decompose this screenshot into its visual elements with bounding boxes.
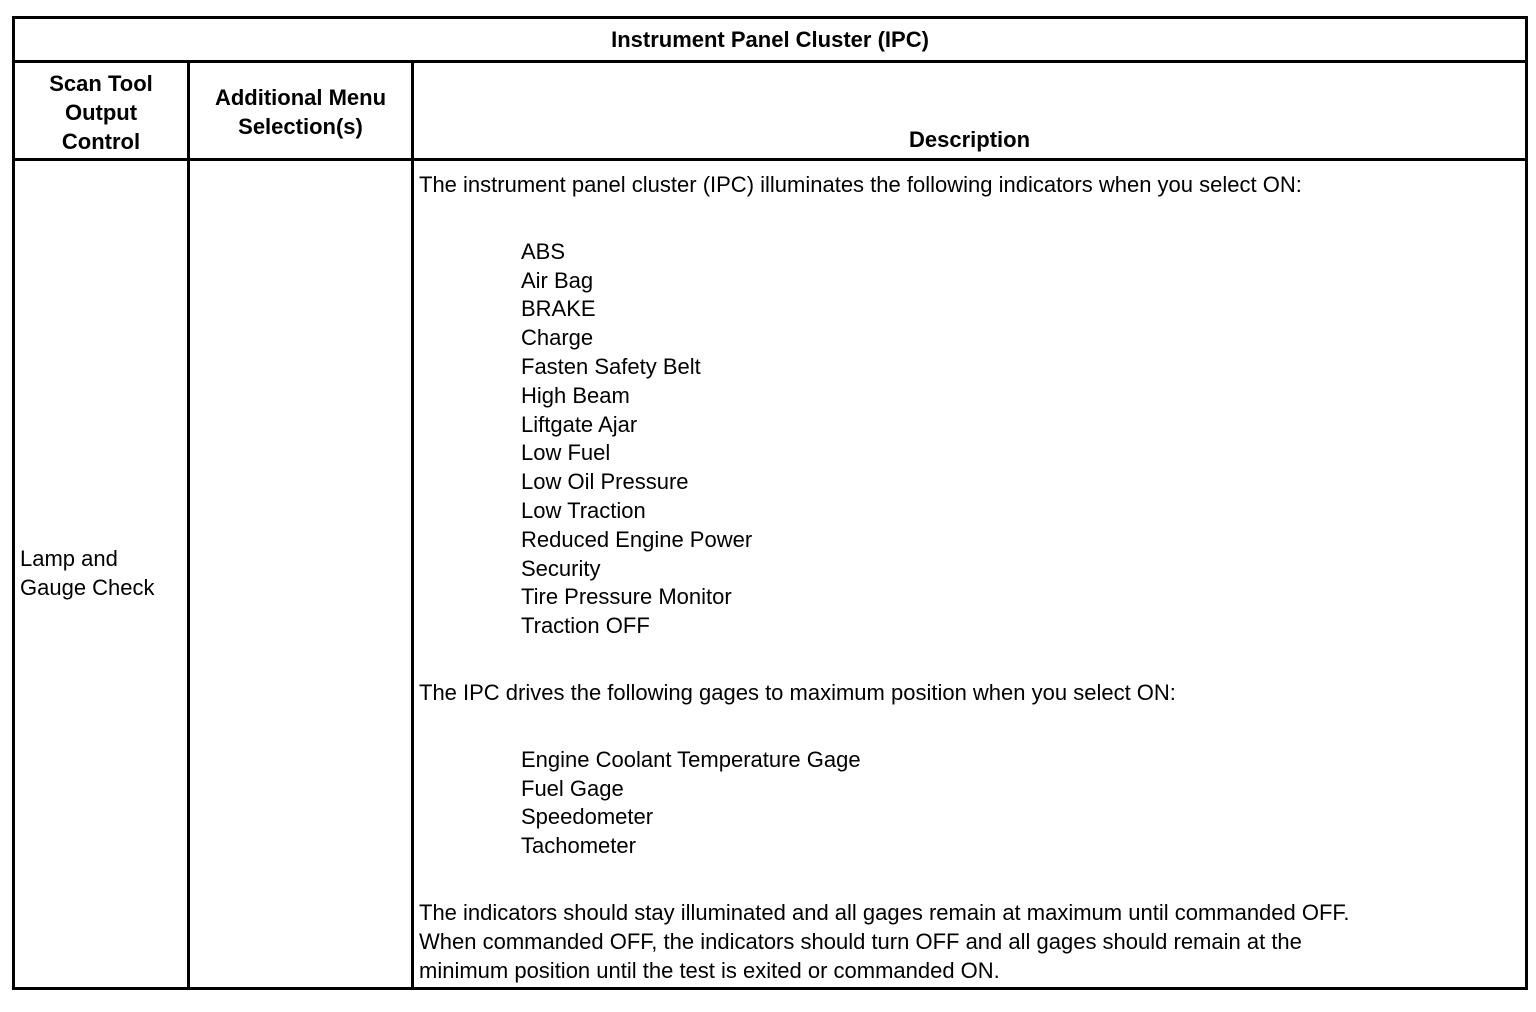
header-additional-menu-selections [190,66,411,158]
header-description [414,66,1525,158]
gage-list [419,746,1525,861]
header-scan-tool-output-control [15,66,187,158]
list-item: Traction OFF [521,613,650,639]
list-item: Fuel Gage [521,775,624,801]
list-item: Low Oil Pressure [521,469,689,495]
list-item: BRAKE [521,296,596,322]
list-item: High Beam [521,382,630,408]
list-item: Engine Coolant Temperature Gage [521,746,861,772]
table-title: Instrument Panel Cluster (IPC) [15,19,1525,63]
closing-line: The indicators should stay illuminated and all gages remain at maximum until commanded OFF. [419,899,1350,925]
list-item: Low Fuel [521,440,611,466]
closing-line: When commanded OFF, the indicators should turn OFF and all gages should remain at the [419,928,1302,954]
header-line: Selection(s) [238,114,363,139]
header-line: Control [61,128,141,154]
list-item: Reduced Engine Power [521,526,753,552]
list-item: Speedometer [521,804,654,830]
list-item: Security [521,555,601,581]
closing-line: minimum position until the test is exited or commanded ON. [419,957,1000,983]
indicator-list [419,238,1525,641]
output-control-line: Lamp and [20,546,118,572]
list-item: ABS [521,238,566,264]
cell-description [414,161,1525,987]
header-line: Output [64,99,138,125]
header-line: Additional Menu [214,85,387,110]
list-item: Fasten Safety Belt [521,353,701,379]
list-item: Tachometer [521,833,636,859]
header-line: Description [908,127,1031,152]
header-line: Scan Tool [49,70,153,96]
list-item: Liftgate Ajar [521,411,638,437]
list-item: Air Bag [521,267,594,293]
cell-output-control [15,161,187,987]
gages-intro: The IPC drives the following gages to maximum position when you select ON: [419,679,1176,705]
indicators-intro: The instrument panel cluster (IPC) illuminates the following indicators when you select ON: [419,172,1302,197]
list-item: Low Traction [521,497,646,523]
list-item: Charge [521,325,594,351]
list-item: Tire Pressure Monitor [521,584,732,610]
cell-menu-selection [190,161,411,987]
ipc-output-control-table [12,16,1528,990]
output-control-line: Gauge Check [20,575,155,600]
